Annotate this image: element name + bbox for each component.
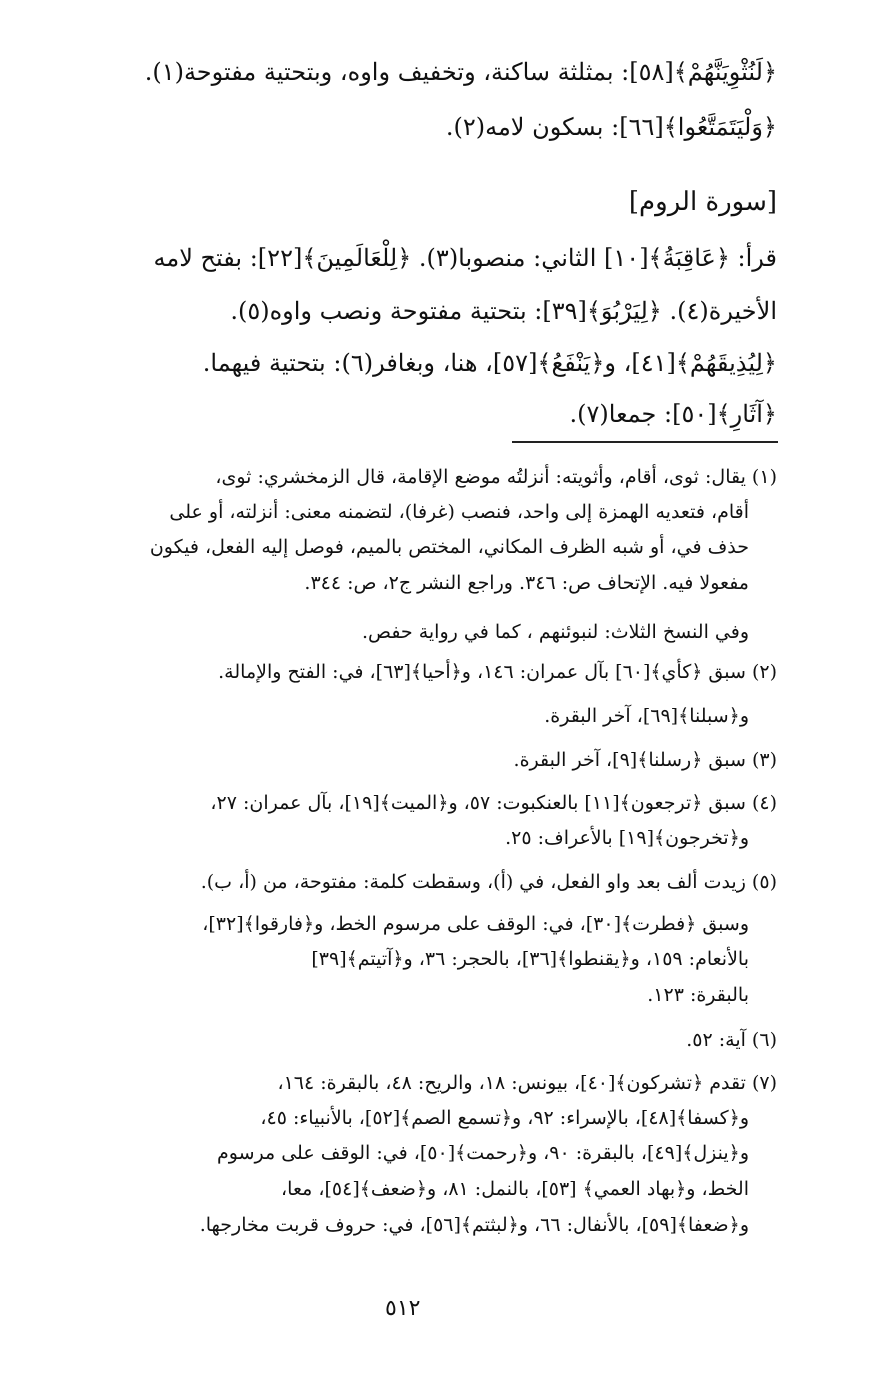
footnote-line: و﴿سبلنا﴾[٦٩]، آخر البقرة.: [544, 705, 749, 727]
page-number: ٥١٢: [385, 1296, 421, 1321]
text-line: الأخيرة(٤). ﴿لِيَرْبُوَ﴾[٣٩]: بتحتية مفتوحة ونصب واوه(٥).: [230, 297, 777, 325]
surah-heading: [سورة الروم]: [628, 187, 777, 217]
footnote-line: وفي النسخ الثلاث: لنبوئنهم ، كما في رواية حفص.: [362, 621, 749, 643]
footnote-line: (١) يقال: ثوى، أقام، وأثويته: أنزلتُه موضع الإقامة، قال الزمخشري: ثوى،: [215, 466, 777, 488]
footnote-line: (٦) آية: ٥٢.: [686, 1029, 777, 1051]
footnote-line: حذف في، أو شبه الظرف المكاني، المختص بالميم، فوصل إليه الفعل، فيكون: [149, 536, 749, 558]
footnote-line: و﴿ينزل﴾[٤٩]، بالبقرة: ٩٠، و﴿رحمت﴾[٥٠]، في: الوقف على مرسوم: [217, 1142, 749, 1164]
text-line: ﴿لَنُثْوِيَنَّهُمْ﴾[٥٨]: بمثلثة ساكنة، وتخفيف واوه، وبتحتية مفتوحة(١).: [144, 58, 777, 86]
text-line: ﴿لِيُذِيقَهُمْ﴾[٤١]، و﴿يَنْفَعُ﴾[٥٧]، هنا، وبغافر(٦): بتحتية فيهما.: [202, 349, 777, 377]
footnote-line: بالبقرة: ١٢٣.: [647, 984, 749, 1006]
text-line: قرأ: ﴿عَاقِبَةُ﴾[١٠] الثاني: منصوبا(٣). ﴿لِلْعَالَمِينَ﴾[٢٢]: بفتح لامه: [153, 244, 777, 272]
footnote-line: (٤) سبق ﴿ترجعون﴾[١١] بالعنكبوت: ٥٧، و﴿الميت﴾[١٩]، بآل عمران: ٢٧،: [210, 792, 777, 814]
footnote-line: (٣) سبق ﴿رسلنا﴾[٩]، آخر البقرة.: [513, 749, 777, 771]
footnote-line: (٢) سبق ﴿كأي﴾[٦٠] بآل عمران: ١٤٦، و﴿أحيا﴾[٦٣]، في: الفتح والإمالة.: [218, 661, 777, 683]
footnote-line: و﴿كسفا﴾[٤٨]، بالإسراء: ٩٢، و﴿تسمع الصم﴾[٥٢]، بالأنبياء: ٤٥،: [260, 1107, 749, 1129]
text-line: ﴿وَلْيَتَمَتَّعُوا﴾[٦٦]: بسكون لامه(٢).: [445, 113, 777, 141]
text-line: ﴿آثَارِ﴾[٥٠]: جمعا(٧).: [569, 400, 777, 428]
footnote-line: و﴿ضعفا﴾[٥٩]، بالأنفال: ٦٦، و﴿لبثتم﴾[٥٦]، في: حروف قربت مخارجها.: [199, 1214, 749, 1236]
footnote-line: (٥) زيدت ألف بعد واو الفعل، في (أ)، وسقطت كلمة: مفتوحة، من (أ، ب).: [200, 871, 777, 893]
footnote-separator: [512, 441, 778, 443]
footnote-line: أقام، فتعديه الهمزة إلى واحد، فنصب (غرفا)، لتضمنه معنى: أنزلته، أو على: [169, 501, 749, 523]
footnote-line: وسبق ﴿فطرت﴾[٣٠]، في: الوقف على مرسوم الخط، و﴿فارقوا﴾[٣٢]،: [202, 913, 749, 935]
footnote-line: و﴿تخرجون﴾[١٩] بالأعراف: ٢٥.: [505, 827, 749, 849]
footnote-line: بالأنعام: ١٥٩، و﴿يقنطوا﴾[٣٦]، بالحجر: ٣٦، و﴿آتيتم﴾[٣٩]: [311, 948, 749, 970]
footnote-line: مفعولا فيه. الإتحاف ص: ٣٤٦. وراجع النشر ج٢، ص: ٣٤٤.: [304, 572, 749, 594]
footnote-line: (٧) تقدم ﴿تشركون﴾[٤٠]، بيونس: ١٨، والريح: ٤٨، بالبقرة: ١٦٤،: [277, 1072, 777, 1094]
footnote-line: الخط، و﴿بهاد العمي﴾ [٥٣]، بالنمل: ٨١، و﴿ضعف﴾[٥٤]، معا،: [281, 1178, 749, 1200]
